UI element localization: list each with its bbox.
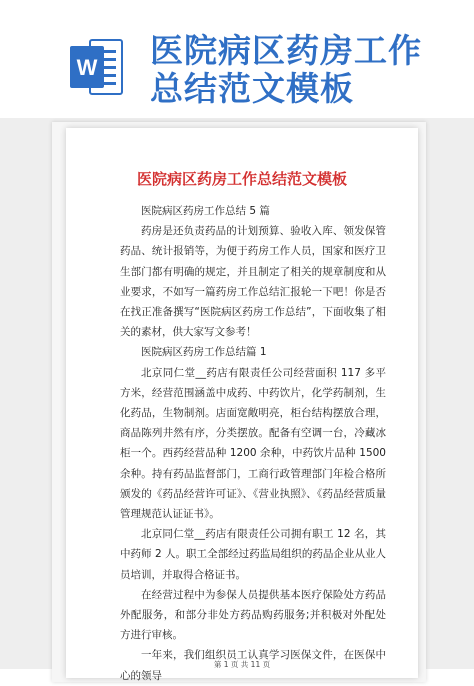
- banner-title: [150, 32, 460, 108]
- word-doc-icon: [68, 38, 124, 96]
- word-icon-letter: W: [76, 55, 98, 80]
- paragraph: 一年来，我们组织员工认真学习医保文件，在医保中心的领导: [120, 649, 386, 682]
- paragraph: 医院病区药房工作总结 5 篇: [141, 205, 270, 217]
- paragraph: 在经营过程中为参保人员提供基本医疗保险处方药品外配服务，和部分非处方药品购药服务;并积极对外配处方进行审核。: [120, 588, 386, 642]
- banner: [0, 0, 474, 118]
- banner-title-line1: 医院病区药房工作: [150, 31, 422, 70]
- paragraph: 药房是还负责药品的计划预算、验收入库、领发保管药品、统计报销等，为便于药房工作人员，国家和医疗卫生部门都有明确的规定，并且制定了相关的规章制度和从业要求，不如写一篇药房工作总结汇报轮一下吧！你是否在找正准备撰写“医院病区药房工作总结”，下面收集了相关的素材，供大家写文参考！: [120, 225, 386, 339]
- page-heading: 医院病区药房工作总结范文模板: [136, 170, 347, 188]
- document-page[interactable]: [66, 128, 418, 682]
- paragraph: 北京同仁堂__药店有限责任公司拥有职工 12 名，其中药师 2 人。职工全部经过药监局组织的药品企业从业人员培训，并取得合格证书。: [120, 528, 386, 581]
- page-footer: 第 1 页 共 11 页: [213, 660, 271, 669]
- paragraph: 医院病区药房工作总结篇 1: [141, 346, 267, 359]
- document-body: [120, 201, 386, 686]
- banner-title-line2: 总结范文模板: [150, 69, 354, 108]
- paragraph: 北京同仁堂__药店有限责任公司经营面积 117 多平方米，经营范围涵盖中成药、中药饮片，化学药制剂，生化药品，生物制剂。店面宽敞明亮，柜台结构摆放合理，商品陈列井然有序，分类摆放。配备有空调一台，冷藏冰柜一个。西药经营品种 1200 余种，中药饮片品种 1500 余种。持有药品监督部门，工商行政管理部门年检合格所颁发的《药品经营许可证》、《营业执照》、《药品经营质量管理规范认证证书》。: [120, 366, 386, 521]
